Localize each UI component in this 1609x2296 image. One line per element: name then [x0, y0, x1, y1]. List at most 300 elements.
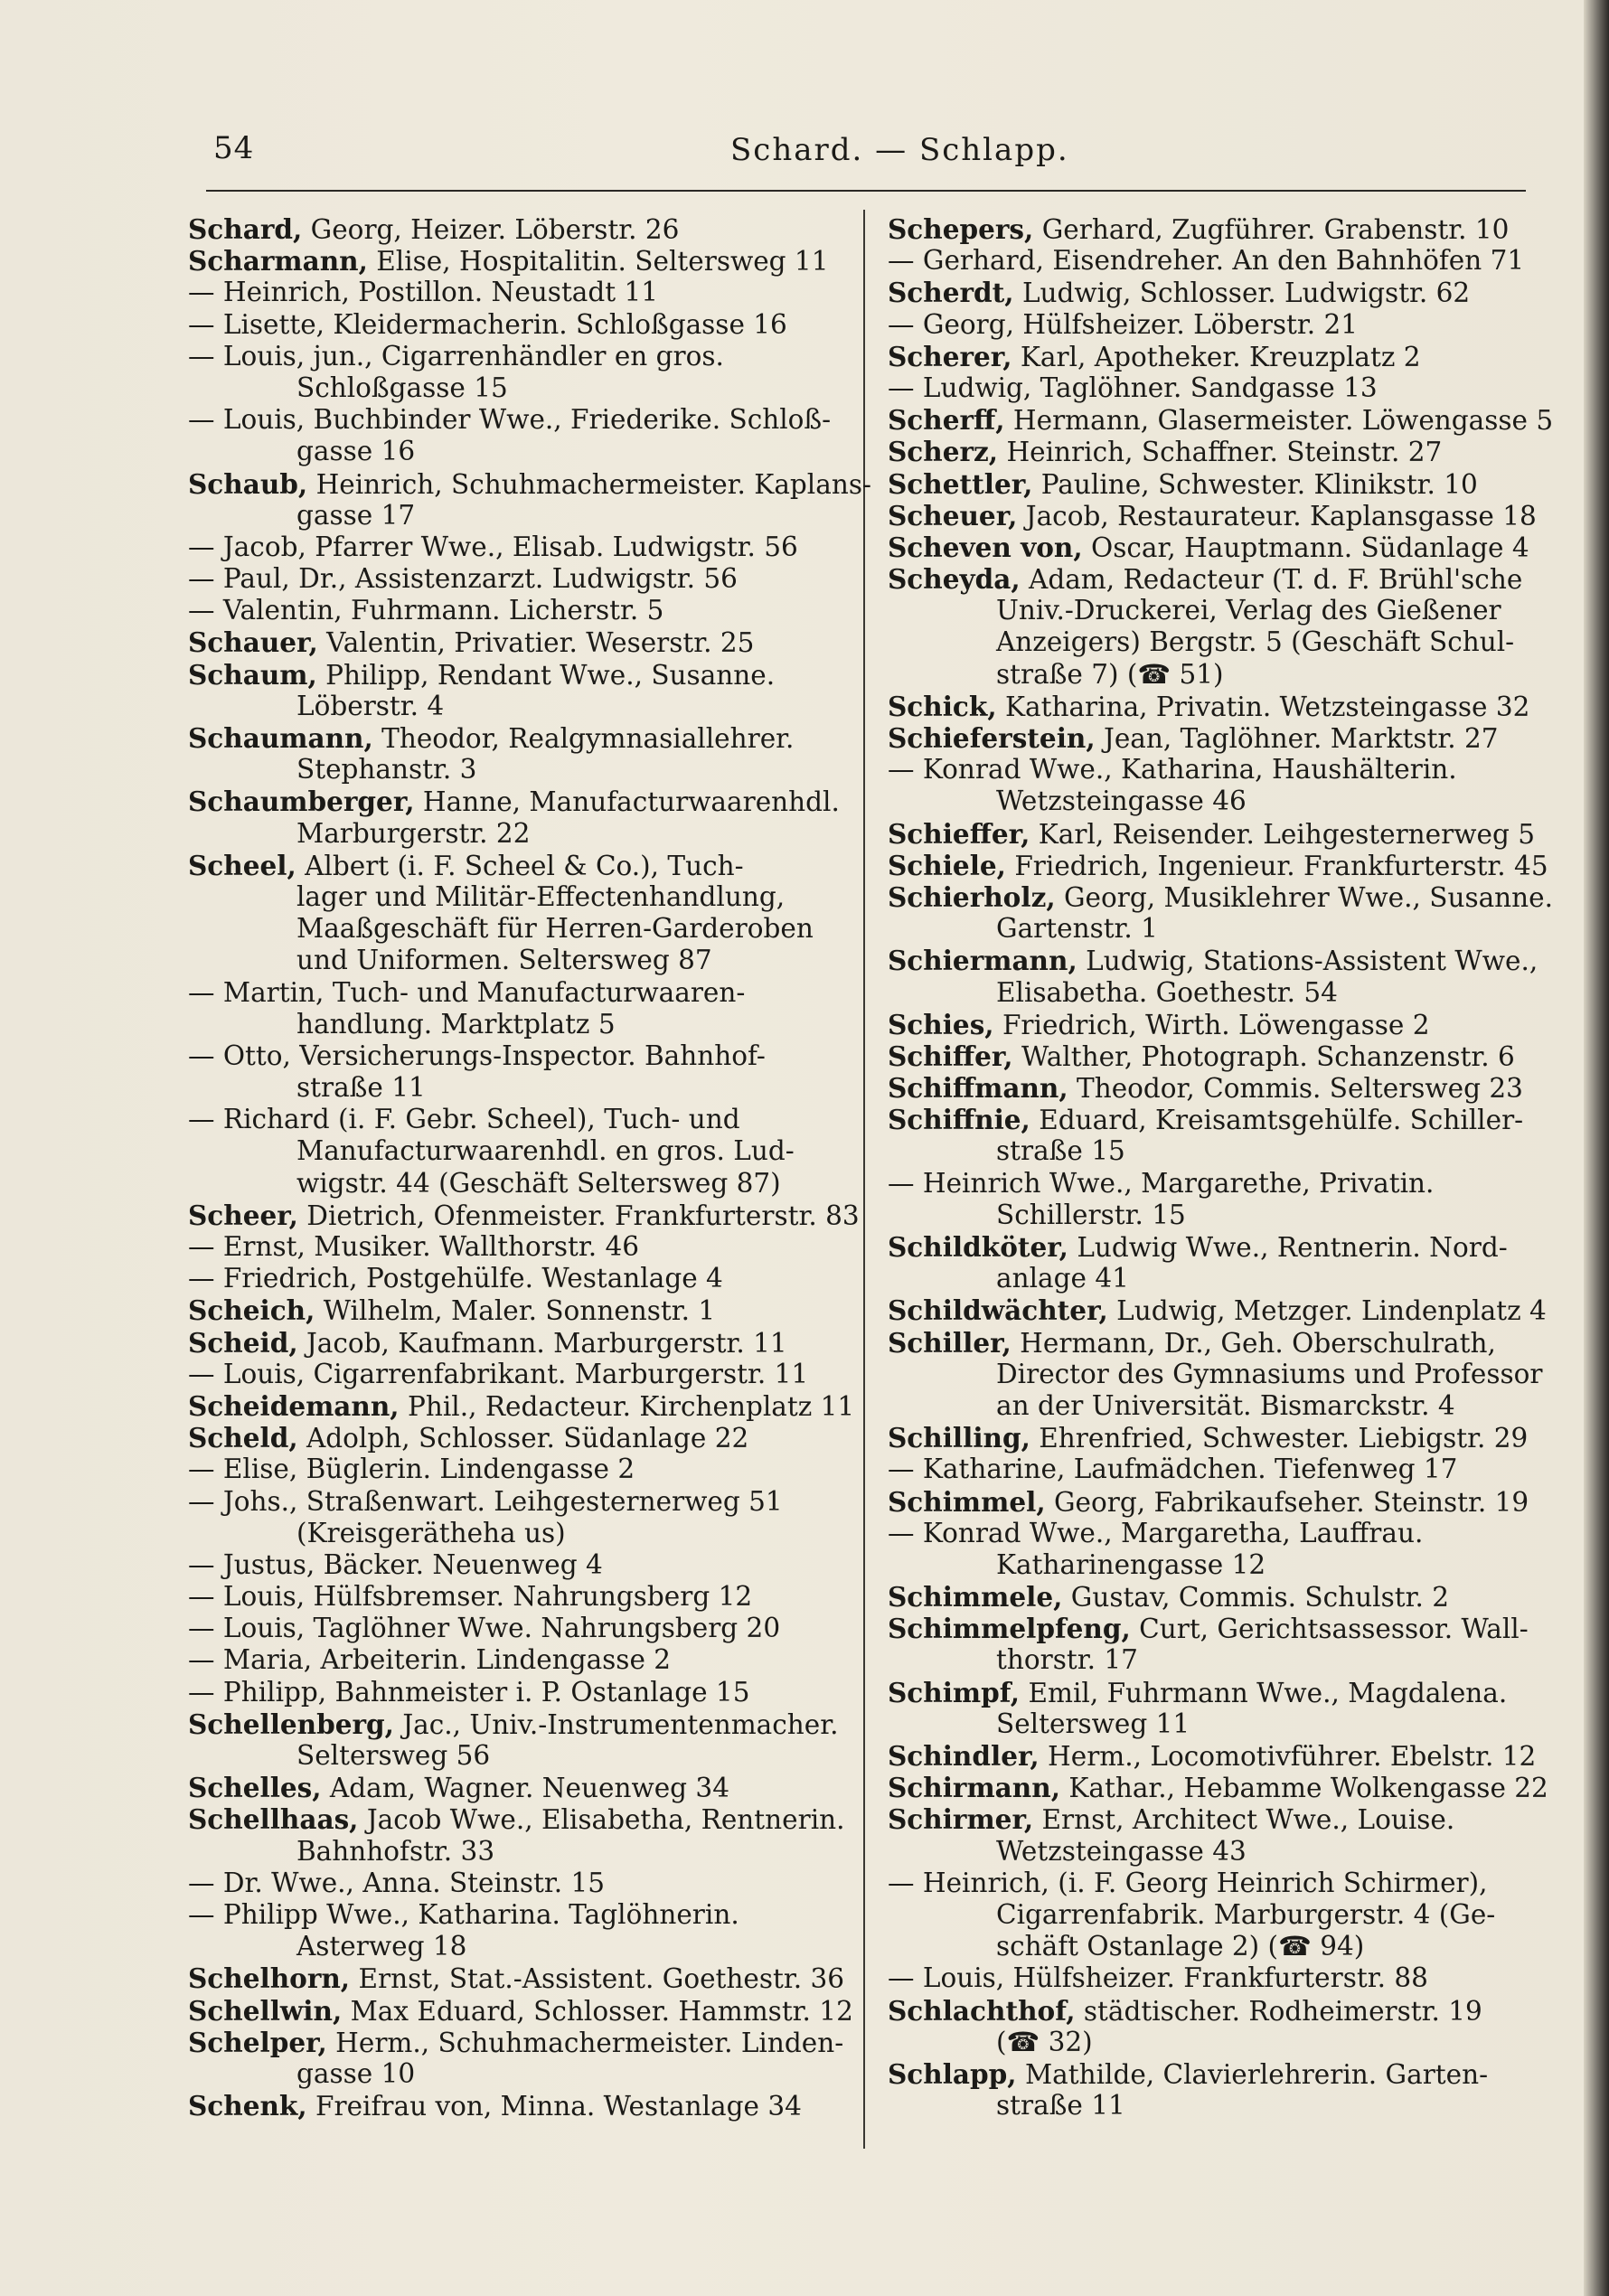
entry-text: — Johs., Straßenwart. Leihgesternerweg 51 [188, 1485, 783, 1517]
directory-line [188, 2090, 841, 2122]
directory-line [188, 913, 841, 945]
entry-text: (Kreisgerätheha us) [296, 1517, 566, 1548]
directory-line [888, 1772, 1548, 1804]
entry-surname: Schildwächter, [888, 1294, 1108, 1327]
entry-text: Hanne, Manufacturwaarenhdl. [414, 786, 840, 818]
entry-text: Phil., Redacteur. Kirchenplatz 11 [399, 1390, 855, 1422]
directory-line [188, 1454, 841, 1485]
entry-text: Jean, Taglöhner. Marktstr. 27 [1095, 723, 1499, 754]
entry-text: Ludwig, Stations-Assistent Wwe., [1077, 946, 1538, 977]
entry-surname: Scheich, [188, 1294, 315, 1327]
entry-surname: Schirmann, [888, 1772, 1060, 1804]
directory-line [888, 1485, 1529, 1518]
entry-text: Ludwig Wwe., Rentnerin. Nord- [1068, 1232, 1508, 1263]
entry-text: Eduard, Kreisamtsgehülfe. Schiller- [1030, 1105, 1524, 1136]
directory-line [188, 436, 841, 467]
directory-line [188, 1962, 845, 1995]
entry-text: — Dr. Wwe., Anna. Steinstr. 15 [188, 1867, 606, 1898]
entry-text: gasse 16 [296, 436, 416, 467]
entry-text: Bahnhofstr. 33 [296, 1835, 495, 1867]
directory-line [188, 1294, 841, 1326]
entry-surname: Scheid, [188, 1326, 298, 1359]
directory-line [188, 245, 841, 277]
directory-line [888, 468, 1522, 500]
directory-line [888, 1390, 1522, 1422]
directory-line [188, 1231, 841, 1263]
entry-text: (☎ 32) [996, 2026, 1093, 2057]
directory-line [188, 1389, 855, 1422]
entry-surname: Scharmann, [188, 245, 368, 278]
entry-surname: Schiermann, [888, 945, 1077, 977]
entry-text: Pauline, Schwester. Klinikstr. 10 [1032, 468, 1478, 500]
directory-line [188, 1836, 841, 1868]
entry-text: — Otto, Versicherungs-Inspector. Bahnhof- [188, 1040, 766, 1071]
directory-line [888, 945, 1538, 977]
entry-text: gasse 10 [296, 2057, 416, 2089]
directory-line [188, 563, 841, 595]
entry-surname: Schiele, [888, 849, 1006, 881]
entry-text: — Louis, Taglöhner Wwe. Nahrungsberg 20 [188, 1613, 781, 1644]
entry-text: Jacob, Restaurateur. Kaplansgasse 18 [1017, 500, 1537, 532]
entry-text: — Louis, jun., Cigarrenhändler en gros. [188, 340, 724, 372]
directory-line [188, 309, 841, 341]
directory-line [888, 690, 1530, 722]
entry-surname: Schieffer, [888, 817, 1030, 850]
entry-text: Karl, Reisender. Leihgesternerweg 5 [1030, 818, 1535, 850]
entry-surname: Schimmel, [888, 1485, 1046, 1518]
entry-text: Asterweg 18 [296, 1931, 467, 1962]
directory-line [888, 626, 1522, 658]
entry-surname: Schellwin, [188, 1994, 343, 2027]
entry-text: — Jacob, Pfarrer Wwe., Elisab. Ludwigstr. 56 [188, 531, 798, 562]
entry-text: straße 11 [296, 1072, 426, 1104]
directory-line [888, 1803, 1522, 1835]
directory-line [888, 595, 1522, 626]
directory-line [188, 372, 841, 404]
entry-text: — Louis, Buchbinder Wwe., Friederike. Schloß- [188, 404, 832, 436]
directory-line [888, 309, 1522, 341]
entry-surname: Schepers, [888, 213, 1034, 245]
directory-line [188, 1931, 841, 1962]
entry-text: schäft Ostanlage 2) (☎ 94) [996, 1931, 1365, 1962]
entry-text: städtischer. Rodheimerstr. 19 [1075, 1995, 1482, 2027]
directory-line [888, 1868, 1522, 1899]
left-column [188, 213, 871, 2122]
directory-line [888, 499, 1537, 532]
entry-text: Walther, Photograph. Schanzenstr. 6 [1012, 1040, 1515, 1072]
entry-text: Maaßgeschäft für Herren-Garderoben [296, 913, 814, 945]
entry-text: Heinrich, Schuhmachermeister. Kaplans- [307, 468, 871, 500]
entry-surname: Schaum, [188, 658, 317, 691]
entry-text: — Konrad Wwe., Margaretha, Lauffrau. [888, 1517, 1424, 1548]
directory-line [888, 277, 1522, 308]
directory-line [888, 1294, 1547, 1327]
directory-line [888, 1422, 1529, 1454]
directory-line [888, 1677, 1522, 1708]
directory-line [188, 1644, 841, 1676]
entry-text: Albert (i. F. Scheel & Co.), Tuch- [296, 850, 744, 881]
directory-line [188, 1803, 845, 1836]
entry-surname: Scheld, [188, 1422, 298, 1454]
directory-line [188, 1327, 841, 1359]
directory-line [188, 1422, 841, 1454]
entry-text: Heinrich, Schaffner. Steinstr. 27 [998, 437, 1443, 468]
entry-text: — Heinrich Wwe., Margarethe, Privatin. [888, 1167, 1435, 1199]
entry-text: — Gerhard, Eisendreher. An den Bahnhöfen 71 [888, 245, 1525, 277]
entry-text: — Heinrich, (i. F. Georg Heinrich Schirmer), [888, 1867, 1488, 1898]
entry-surname: Schierholz, [888, 880, 1056, 913]
directory-line [188, 818, 841, 850]
entry-text: — Heinrich, Postillon. Neustadt 11 [188, 277, 659, 308]
directory-line [188, 2026, 844, 2058]
directory-line [888, 977, 1522, 1009]
directory-line [888, 1358, 1543, 1390]
entry-text: Gartenstr. 1 [996, 913, 1158, 945]
directory-line [188, 691, 841, 722]
entry-text: Katharina, Privatin. Wetzsteingasse 32 [996, 691, 1530, 722]
directory-line [888, 2058, 1522, 2090]
directory-line [888, 1104, 1522, 1135]
entry-text: Adam, Redacteur (T. d. F. Brühl'sche [1020, 564, 1523, 596]
entry-text: Adolph, Schlosser. Südanlage 22 [297, 1423, 749, 1454]
entry-text: Herm., Schuhmachermeister. Linden- [326, 2027, 844, 2058]
directory-line [888, 563, 1522, 595]
entry-surname: Scherz, [888, 436, 999, 468]
entry-surname: Schick, [888, 690, 997, 722]
entry-text: Adam, Wagner. Neuenweg 34 [321, 1773, 729, 1804]
directory-line [188, 659, 841, 691]
entry-text: Löberstr. 4 [296, 690, 445, 721]
entry-text: — Katharine, Laufmädchen. Tiefenweg 17 [888, 1454, 1458, 1485]
entry-surname: Schauer, [188, 626, 318, 659]
entry-text: — Louis, Hülfsheizer. Frankfurterstr. 88 [888, 1962, 1428, 1994]
entry-surname: Schenk, [188, 2090, 307, 2122]
entry-text: Seltersweg 11 [996, 1708, 1190, 1739]
directory-line [888, 1168, 1522, 1200]
entry-surname: Schelhorn, [188, 1962, 351, 1995]
directory-line [188, 1104, 841, 1135]
directory-line [188, 977, 841, 1009]
entry-text: Ernst, Architect Wwe., Louise. [1033, 1804, 1455, 1836]
entry-text: straße 15 [996, 1135, 1125, 1167]
entry-text: Theodor, Commis. Seltersweg 23 [1068, 1073, 1523, 1105]
entry-text: Kathar., Hebamme Wolkengasse 22 [1059, 1773, 1548, 1804]
entry-text: handlung. Marktplatz 5 [296, 1008, 616, 1040]
directory-line [188, 1677, 841, 1708]
entry-text: Georg, Fabrikaufseher. Steinstr. 19 [1045, 1486, 1529, 1518]
entry-text: — Martin, Tuch- und Manufacturwaaren- [188, 976, 746, 1008]
directory-line [188, 626, 841, 658]
directory-line [188, 1708, 841, 1740]
entry-text: — Philipp Wwe., Katharina. Taglöhnerin. [188, 1898, 739, 1930]
entry-surname: Scheven von, [888, 531, 1083, 563]
entry-surname: Schettler, [888, 467, 1033, 500]
entry-text: — Valentin, Fuhrmann. Licherstr. 5 [188, 595, 664, 626]
page-binding-edge [1584, 0, 1609, 2296]
entry-text: — Friedrich, Postgehülfe. Westanlage 4 [188, 1263, 723, 1294]
directory-line [888, 849, 1548, 881]
entry-text: Philipp, Rendant Wwe., Susanne. [316, 659, 776, 691]
entry-text: Theodor, Realgymnasiallehrer. [372, 723, 795, 754]
entry-text: gasse 17 [296, 499, 416, 531]
directory-line [188, 341, 841, 372]
entry-text: Marburgerstr. 22 [296, 817, 531, 849]
entry-text: Jacob, Kaufmann. Marburgerstr. 11 [297, 1327, 787, 1359]
entry-text: Wetzsteingasse 46 [996, 786, 1247, 817]
entry-text: Univ.-Druckerei, Verlag des Gießener [996, 595, 1501, 626]
entry-surname: Schilling, [888, 1422, 1030, 1454]
directory-line [888, 1899, 1522, 1931]
directory-line [188, 1359, 841, 1390]
entry-text: Gerhard, Zugführer. Grabenstr. 10 [1033, 214, 1510, 245]
directory-line [188, 1135, 841, 1167]
entry-text: Herm., Locomotivführer. Ebelstr. 12 [1039, 1741, 1537, 1772]
directory-line [188, 1009, 841, 1040]
directory-line [888, 817, 1535, 850]
entry-surname: Schildköter, [888, 1231, 1068, 1263]
entry-text: — Elise, Büglerin. Lindengasse 2 [188, 1454, 635, 1485]
entry-text: Gustav, Commis. Schulstr. 2 [1062, 1582, 1449, 1614]
entry-text: anlage 41 [996, 1263, 1129, 1294]
entry-surname: Schellhaas, [188, 1803, 359, 1836]
entry-surname: Scheel, [188, 849, 296, 881]
entry-text: Karl, Apotheker. Kreuzplatz 2 [1012, 341, 1421, 372]
directory-line [888, 659, 1522, 691]
entry-text: Stephanstr. 3 [296, 754, 477, 786]
entry-text: Curt, Gerichtsassessor. Wall- [1130, 1614, 1529, 1645]
directory-line [188, 1168, 841, 1200]
entry-text: Ludwig, Schlosser. Ludwigstr. 62 [1013, 278, 1471, 309]
entry-text: Jac., Univ.-Instrumentenmacher. [393, 1708, 839, 1740]
directory-line [888, 245, 1525, 277]
entry-text: Hermann, Dr., Geh. Oberschulrath, [1011, 1327, 1496, 1359]
directory-line [188, 1772, 841, 1803]
entry-surname: Schaumberger, [188, 786, 415, 818]
directory-line [888, 341, 1522, 372]
directory-line [888, 2027, 1522, 2058]
directory-line [888, 1327, 1522, 1359]
directory-line [888, 1040, 1522, 1072]
directory-line [888, 372, 1522, 404]
page-number: 54 [213, 130, 255, 166]
directory-line [888, 1454, 1522, 1485]
entry-surname: Schaub, [188, 467, 308, 500]
entry-text: Ehrenfried, Schwester. Liebigstr. 29 [1030, 1423, 1529, 1454]
entry-surname: Scheuer, [888, 499, 1018, 532]
entry-text: Ernst, Stat.-Assistent. Goethestr. 36 [350, 1963, 845, 1995]
directory-line [188, 1899, 841, 1931]
directory-line [188, 1740, 841, 1772]
directory-line [888, 213, 1522, 245]
directory-line [188, 213, 841, 245]
entry-text: Freifrau von, Minna. Westanlage 34 [306, 2091, 802, 2122]
entry-text: Hermann, Glasermeister. Löwengasse 5 [1004, 405, 1554, 437]
directory-line [188, 1040, 841, 1072]
entry-text: lager und Militär-Effectenhandlung, [296, 880, 786, 912]
entry-surname: Schaumann, [188, 722, 373, 754]
directory-line [188, 500, 841, 532]
entry-surname: Schiller, [888, 1326, 1012, 1359]
entry-text: — Paul, Dr., Assistenzarzt. Ludwigstr. 56 [188, 563, 738, 595]
entry-text: Manufacturwaarenhdl. en gros. Lud- [296, 1135, 795, 1167]
entry-text: Schillerstr. 15 [996, 1199, 1186, 1230]
entry-text: Anzeigers) Bergstr. 5 (Geschäft Schul- [996, 626, 1515, 658]
directory-line [188, 2058, 841, 2090]
entry-surname: Schindler, [888, 1740, 1040, 1772]
directory-line [888, 880, 1554, 913]
entry-surname: Schelper, [188, 2026, 327, 2058]
directory-line [188, 1518, 841, 1549]
entry-text: straße 7) (☎ 51) [996, 658, 1224, 690]
directory-line [888, 722, 1522, 754]
directory-line [188, 1581, 841, 1613]
entry-surname: Scheyda, [888, 563, 1021, 596]
entry-surname: Schimpf, [888, 1676, 1021, 1708]
entry-surname: Schies, [888, 1008, 994, 1040]
directory-line [888, 786, 1522, 817]
directory-line [888, 913, 1522, 945]
directory-line [888, 404, 1554, 437]
entry-text: — Ernst, Musiker. Wallthorstr. 46 [188, 1231, 640, 1262]
directory-line [888, 1009, 1522, 1040]
entry-text: — Justus, Bäcker. Neuenweg 4 [188, 1548, 603, 1580]
directory-line [888, 1200, 1522, 1231]
directory-line [188, 1994, 853, 2027]
directory-line [188, 1263, 841, 1294]
entry-text: — Maria, Arbeiterin. Lindengasse 2 [188, 1644, 672, 1676]
directory-line [888, 1135, 1522, 1167]
entry-surname: Schieferstein, [888, 722, 1096, 754]
directory-line [188, 532, 841, 563]
entry-text: Ludwig, Metzger. Lindenplatz 4 [1107, 1295, 1547, 1327]
running-head: Schard. — Schlapp. [730, 132, 1069, 168]
directory-line [888, 1931, 1522, 1962]
entry-text: Elisabetha. Goethestr. 54 [996, 976, 1338, 1008]
entry-text: Katharinengasse 12 [996, 1548, 1266, 1580]
entry-text: Wilhelm, Maler. Sonnenstr. 1 [315, 1295, 716, 1327]
entry-surname: Scheidemann, [188, 1389, 400, 1422]
directory-line [188, 754, 841, 786]
right-column [888, 213, 1554, 2122]
entry-text: Seltersweg 56 [296, 1740, 491, 1771]
page-header [206, 123, 1526, 177]
directory-line [188, 945, 841, 976]
directory-line [888, 531, 1529, 563]
directory-line [888, 1708, 1522, 1740]
directory-line [888, 1581, 1522, 1613]
entry-surname: Schelles, [188, 1772, 322, 1804]
directory-line [188, 722, 841, 754]
directory-line [888, 436, 1522, 467]
directory-line [188, 1613, 841, 1644]
entry-text: Mathilde, Clavierlehrerin. Garten- [1016, 2058, 1489, 2090]
entry-text: — Konrad Wwe., Katharina, Haushälterin. [888, 754, 1457, 786]
directory-line [888, 1072, 1522, 1104]
directory-line [888, 1740, 1537, 1772]
entry-text: Schloßgasse 15 [296, 372, 508, 403]
directory-line [888, 1231, 1522, 1263]
directory-line [888, 1613, 1529, 1645]
entry-text: Cigarrenfabrik. Marburgerstr. 4 (Ge- [996, 1898, 1496, 1930]
directory-line [888, 1995, 1522, 2027]
directory-line [888, 754, 1522, 786]
entry-text: — Philipp, Bahnmeister i. P. Ostanlage 15 [188, 1676, 750, 1708]
entry-surname: Scherdt, [888, 277, 1014, 309]
entry-surname: Schard, [188, 213, 303, 245]
directory-line [188, 881, 841, 913]
entry-text: — Louis, Cigarrenfabrikant. Marburgerstr. 11 [188, 1358, 809, 1389]
entry-text: Director des Gymnasiums und Professor [996, 1358, 1543, 1389]
entry-text: Oscar, Hauptmann. Südanlage 4 [1082, 532, 1529, 563]
directory-line [188, 467, 871, 500]
entry-surname: Schlachthof, [888, 1994, 1076, 2027]
directory-line [888, 1549, 1522, 1581]
header-rule [206, 190, 1526, 192]
directory-line [188, 595, 841, 626]
entry-text: — Louis, Hülfsbremser. Nahrungsberg 12 [188, 1581, 753, 1613]
entry-text: Georg, Heizer. Löberstr. 26 [302, 214, 680, 245]
directory-line [888, 1962, 1522, 1994]
entry-surname: Schiffnie, [888, 1104, 1030, 1136]
entry-text: — Richard (i. F. Gebr. Scheel), Tuch- und [188, 1104, 740, 1135]
directory-line [188, 404, 841, 436]
entry-text: Valentin, Privatier. Weserstr. 25 [317, 627, 755, 659]
directory-line [888, 1836, 1522, 1868]
entry-surname: Schellenberg, [188, 1708, 394, 1740]
directory-line [888, 1263, 1522, 1294]
directory-line [188, 277, 841, 308]
directory-line [188, 786, 841, 817]
entry-text: — Georg, Hülfsheizer. Löberstr. 21 [888, 308, 1359, 340]
entry-text: Georg, Musiklehrer Wwe., Susanne. [1055, 881, 1554, 913]
entry-text: Dietrich, Ofenmeister. Frankfurterstr. 83 [297, 1200, 860, 1231]
entry-text: an der Universität. Bismarckstr. 4 [996, 1389, 1455, 1421]
entry-text: Jacob Wwe., Elisabetha, Rentnerin. [358, 1804, 845, 1836]
entry-text: thorstr. 17 [996, 1644, 1138, 1676]
directory-line [188, 1549, 841, 1581]
entry-text: wigstr. 44 (Geschäft Seltersweg 87) [296, 1167, 781, 1199]
directory-line [188, 1199, 860, 1231]
entry-text: Max Eduard, Schlosser. Hammstr. 12 [342, 1995, 853, 2027]
entry-text: Wetzsteingasse 43 [996, 1835, 1247, 1867]
directory-line [188, 1072, 841, 1104]
entry-text: Elise, Hospitalitin. Seltersweg 11 [367, 246, 829, 278]
entry-surname: Scherff, [888, 404, 1005, 437]
column-divider [863, 210, 865, 2149]
entry-surname: Schiffmann, [888, 1072, 1068, 1105]
directory-line [888, 1644, 1522, 1676]
entry-surname: Scherer, [888, 340, 1012, 372]
entry-text: Friedrich, Ingenieur. Frankfurterstr. 45 [1005, 850, 1548, 881]
entry-surname: Schlapp, [888, 2057, 1017, 2090]
entry-surname: Schimmele, [888, 1581, 1063, 1614]
entry-text: und Uniformen. Seltersweg 87 [296, 945, 712, 976]
directory-line [888, 2090, 1522, 2122]
directory-line [188, 1486, 841, 1518]
entry-text: Emil, Fuhrmann Wwe., Magdalena. [1020, 1677, 1508, 1708]
directory-line [188, 1868, 841, 1899]
entry-surname: Schiffer, [888, 1040, 1013, 1072]
entry-text: — Ludwig, Taglöhner. Sandgasse 13 [888, 372, 1378, 403]
entry-surname: Scheer, [188, 1199, 298, 1231]
directory-line [188, 850, 841, 881]
entry-text: straße 11 [996, 2090, 1125, 2122]
directory-line [888, 1518, 1522, 1549]
entry-text: Friedrich, Wirth. Löwengasse 2 [993, 1009, 1430, 1040]
entry-surname: Schirmer, [888, 1803, 1034, 1836]
entry-surname: Schimmelpfeng, [888, 1613, 1131, 1645]
entry-text: — Lisette, Kleidermacherin. Schloßgasse 16 [188, 308, 787, 340]
